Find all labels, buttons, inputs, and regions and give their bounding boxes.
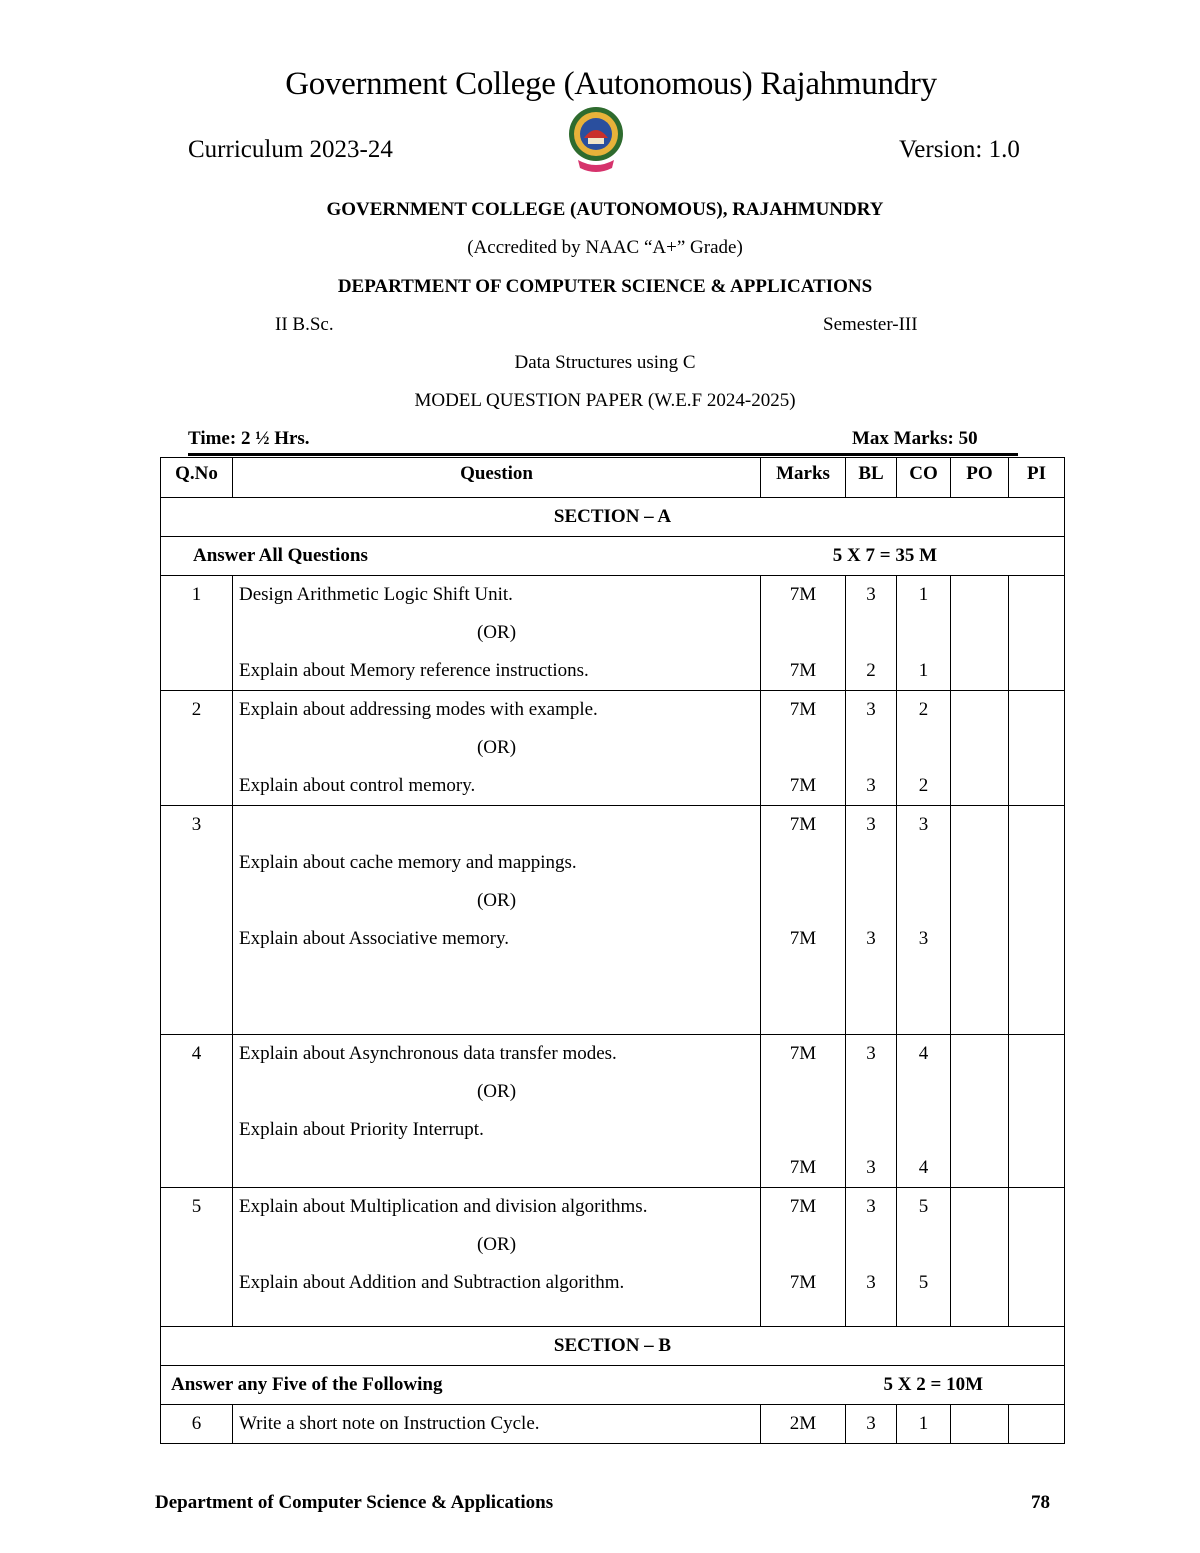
- college-emblem-icon: [564, 104, 628, 176]
- accreditation: (Accredited by NAAC “A+” Grade): [467, 237, 743, 258]
- pi-cell: [1009, 1188, 1065, 1327]
- bl-value: 3: [866, 775, 876, 796]
- co-value: 1: [918, 660, 929, 681]
- question-text: Explain about Memory reference instructions.: [239, 660, 589, 681]
- time-label: Time: 2 ½ Hrs.: [188, 428, 310, 449]
- col-header-co: CO: [897, 458, 951, 498]
- question-number: 3: [161, 806, 233, 1035]
- pi-cell: [1009, 1035, 1065, 1188]
- or-label: (OR): [476, 1234, 517, 1255]
- pi-cell: [1009, 576, 1065, 691]
- section-b-marks-scheme: 5 X 2 = 10M: [883, 1374, 983, 1395]
- question-text: Explain about Priority Interrupt.: [239, 1119, 484, 1140]
- marks-value: 7M: [789, 1043, 817, 1064]
- co-value: 3: [918, 814, 929, 835]
- pi-cell: [1009, 691, 1065, 806]
- po-cell: [951, 1035, 1009, 1188]
- bl-value: 3: [866, 1043, 876, 1064]
- col-header-bl: BL: [846, 458, 897, 498]
- bl-value: 3: [866, 1272, 876, 1293]
- marks-value: 7M: [789, 1196, 817, 1217]
- max-marks-label: Max Marks: 50: [852, 428, 978, 449]
- section-b-row: [161, 1327, 1065, 1366]
- department-name: DEPARTMENT OF COMPUTER SCIENCE & APPLICATIONS: [337, 276, 873, 297]
- question-text: Explain about Asynchronous data transfer modes.: [239, 1043, 617, 1064]
- bl-value: 3: [866, 814, 876, 835]
- co-value: 4: [918, 1157, 929, 1178]
- table-row: [161, 691, 1065, 806]
- marks-value: 7M: [789, 660, 817, 681]
- co-value: 3: [918, 928, 929, 949]
- table-header-row: [161, 458, 1065, 498]
- header-divider: [188, 453, 1018, 456]
- section-b-title: SECTION – B: [161, 1327, 1065, 1366]
- col-header-marks: Marks: [761, 458, 846, 498]
- po-cell: [951, 576, 1009, 691]
- table-row: [161, 1405, 1065, 1444]
- or-label: (OR): [476, 1081, 517, 1102]
- bl-value: 3: [866, 1196, 876, 1217]
- section-b-instruction-row: [161, 1366, 1065, 1405]
- col-header-pi: PI: [1009, 458, 1065, 498]
- po-cell: [951, 691, 1009, 806]
- bl-value: 3: [866, 928, 876, 949]
- version-label: Version: 1.0: [899, 136, 1020, 163]
- bl-value: 3: [866, 584, 876, 605]
- section-a-marks-scheme: 5 X 7 = 35 M: [832, 545, 937, 566]
- or-label: (OR): [476, 622, 517, 643]
- po-cell: [951, 1405, 1009, 1444]
- co-value: 5: [918, 1196, 929, 1217]
- question-text: Explain about Associative memory.: [239, 928, 509, 949]
- table-row: [161, 576, 1065, 691]
- co-value: 5: [918, 1272, 929, 1293]
- co-value: 1: [897, 1405, 951, 1444]
- section-a-instruction: Answer All Questions: [193, 545, 368, 566]
- po-cell: [951, 806, 1009, 1035]
- question-number: 4: [161, 1035, 233, 1188]
- subject-title: Data Structures using C: [514, 352, 696, 373]
- question-text: Explain about addressing modes with example.: [239, 699, 598, 720]
- curriculum-label: Curriculum 2023-24: [188, 136, 393, 163]
- bl-value: 2: [866, 660, 876, 681]
- college-title: Government College (Autonomous) Rajahmundry: [285, 66, 937, 102]
- pi-cell: [1009, 1405, 1065, 1444]
- marks-value: 7M: [789, 1157, 817, 1178]
- marks-value: 7M: [789, 1272, 817, 1293]
- question-text: Explain about cache memory and mappings.: [239, 852, 577, 873]
- marks-value: 7M: [789, 814, 817, 835]
- college-name: GOVERNMENT COLLEGE (AUTONOMOUS), RAJAHMUNDRY: [326, 199, 884, 220]
- question-text: Write a short note on Instruction Cycle.: [233, 1405, 761, 1444]
- semester-label: Semester-III: [823, 314, 918, 335]
- marks-value: 7M: [789, 699, 817, 720]
- question-text: Explain about Multiplication and division algorithms.: [239, 1196, 648, 1217]
- col-header-question: Question: [233, 458, 761, 498]
- table-row: [161, 1035, 1065, 1188]
- footer-department: Department of Computer Science & Applications: [155, 1492, 554, 1513]
- marks-value: 7M: [789, 584, 817, 605]
- marks-value: 7M: [789, 775, 817, 796]
- page-number: 78: [1031, 1492, 1050, 1513]
- question-number: 5: [161, 1188, 233, 1327]
- marks-value: 2M: [761, 1405, 846, 1444]
- table-row: [161, 806, 1065, 1035]
- bl-value: 3: [846, 1405, 897, 1444]
- co-value: 2: [918, 699, 929, 720]
- co-value: 4: [918, 1043, 929, 1064]
- section-a-row: [161, 498, 1065, 537]
- col-header-po: PO: [951, 458, 1009, 498]
- bl-value: 3: [866, 699, 876, 720]
- pi-cell: [1009, 806, 1065, 1035]
- col-header-qno: Q.No: [161, 458, 233, 498]
- paper-title: MODEL QUESTION PAPER (W.E.F 2024-2025): [414, 390, 796, 411]
- co-value: 2: [918, 775, 929, 796]
- question-number: 6: [161, 1405, 233, 1444]
- co-value: 1: [918, 584, 929, 605]
- or-label: (OR): [476, 737, 517, 758]
- table-row: [161, 1188, 1065, 1327]
- section-b-instruction: Answer any Five of the Following: [171, 1374, 443, 1395]
- question-text: Design Arithmetic Logic Shift Unit.: [239, 584, 513, 605]
- question-number: 2: [161, 691, 233, 806]
- question-text: Explain about control memory.: [239, 775, 476, 796]
- question-text: Explain about Addition and Subtraction algorithm.: [239, 1272, 625, 1293]
- marks-value: 7M: [789, 928, 817, 949]
- section-a-instruction-row: [161, 537, 1065, 576]
- class-label: II B.Sc.: [275, 314, 334, 335]
- question-number: 1: [161, 576, 233, 691]
- po-cell: [951, 1188, 1009, 1327]
- section-a-title: SECTION – A: [161, 498, 1065, 537]
- question-table: [160, 457, 1065, 1444]
- or-label: (OR): [476, 890, 517, 911]
- bl-value: 3: [866, 1157, 876, 1178]
